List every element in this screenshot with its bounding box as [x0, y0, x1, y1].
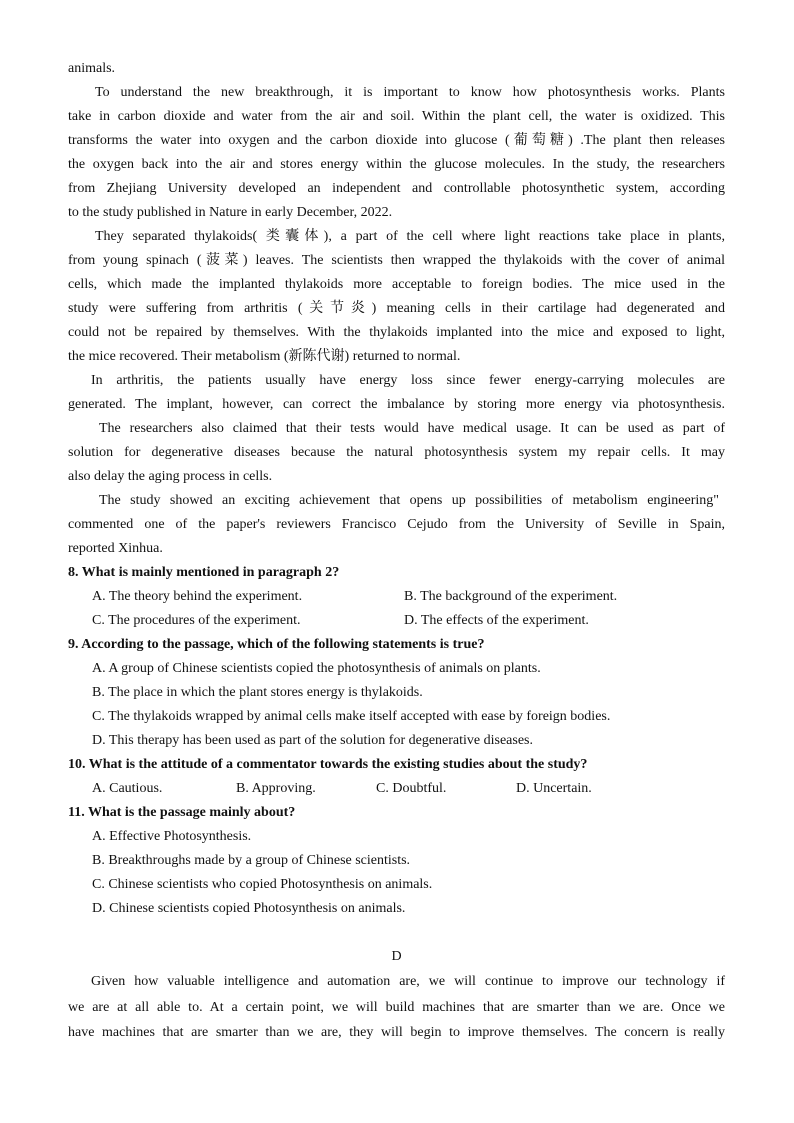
- passage-line: to the study published in Nature in early December, 2022.: [68, 205, 393, 220]
- option-a[interactable]: A. A group of Chinese scientists copied the photosynthesis of animals on plants.: [92, 661, 541, 676]
- question-stem: 9. According to the passage, which of the following statements is true?: [68, 637, 485, 652]
- passage-line: have machines that are smarter than we are, they will begin to improve themselves. The concern is really: [68, 1025, 725, 1040]
- option-c[interactable]: C. The thylakoids wrapped by animal cells make itself accepted with ease by foreign bodies.: [92, 709, 611, 724]
- option-c[interactable]: C. Chinese scientists who copied Photosynthesis on animals.: [92, 877, 433, 892]
- passage-line: reported Xinhua.: [68, 541, 163, 556]
- passage-line: could not be repaired by themselves. With the thylakoids implanted into the mice and exposed to light,: [68, 325, 725, 340]
- passage-line: Given how valuable intelligence and automation are, we will continue to improve our technology if: [91, 974, 725, 989]
- option-b[interactable]: B. The place in which the plant stores energy is thylakoids.: [92, 685, 423, 700]
- passage-line: solution for degenerative diseases because the natural photosynthesis system my repair cells. It may: [68, 445, 725, 460]
- option-c[interactable]: C. The procedures of the experiment.: [92, 613, 301, 628]
- passage-line: the oxygen back into the air and stores energy within the glucose molecules. In the study, the researchers: [68, 157, 725, 172]
- passage-line: study were suffering from arthritis (关节炎) meaning cells in their cartilage had degenerated and: [68, 301, 725, 316]
- option-c[interactable]: C. Doubtful.: [376, 781, 447, 796]
- passage-line: take in carbon dioxide and water from the air and soil. Within the plant cell, the water is oxidized. This: [68, 109, 725, 124]
- passage-line: from Zhejiang University developed an independent and controllable photosynthetic system, according: [68, 181, 725, 196]
- option-a[interactable]: A. Effective Photosynthesis.: [92, 829, 252, 844]
- passage-line: To understand the new breakthrough, it is important to know how photosynthesis works. Plants: [95, 85, 725, 100]
- passage-line: cells, which made the implanted thylakoids more acceptable to foreign bodies. The mice used in the: [68, 277, 725, 292]
- option-a[interactable]: A. The theory behind the experiment.: [92, 589, 303, 604]
- passage-line: They separated thylakoids( 类囊体), a part of the cell where light reactions take place in plants,: [95, 229, 725, 244]
- question-stem: 8. What is mainly mentioned in paragraph 2?: [68, 565, 340, 580]
- option-d[interactable]: D. Chinese scientists copied Photosynthesis on animals.: [92, 901, 406, 916]
- question-stem: 11. What is the passage mainly about?: [68, 805, 296, 820]
- passage-line: commented one of the paper's reviewers Francisco Cejudo from the University of Seville in Spain,: [68, 517, 725, 532]
- option-d[interactable]: D. This therapy has been used as part of the solution for degenerative diseases.: [92, 733, 533, 748]
- question-stem: 10. What is the attitude of a commentator towards the existing studies about the study?: [68, 757, 588, 772]
- passage-line: we are at all able to. At a certain point, we will build machines that are smarter than we are. Once we: [68, 1000, 725, 1015]
- section-heading: D: [391, 949, 402, 964]
- passage-line: the mice recovered. Their metabolism (新陈代谢) returned to normal.: [68, 349, 461, 364]
- option-d[interactable]: D. The effects of the experiment.: [404, 613, 589, 628]
- passage-line: also delay the aging process in cells.: [68, 469, 273, 484]
- passage-line: In arthritis, the patients usually have energy loss since fewer energy-carrying molecules are: [91, 373, 725, 388]
- passage-line: The researchers also claimed that their tests would have medical usage. It can be used as part of: [99, 421, 725, 436]
- option-b[interactable]: B. The background of the experiment.: [404, 589, 618, 604]
- passage-line: from young spinach (菠菜) leaves. The scientists then wrapped the thylakoids with the cover of animal: [68, 253, 725, 268]
- passage-line: animals.: [68, 61, 116, 76]
- option-d[interactable]: D. Uncertain.: [516, 781, 592, 796]
- passage-line: generated. The implant, however, can correct the imbalance by storing more energy via photosynthesis.: [68, 397, 725, 412]
- option-a[interactable]: A. Cautious.: [92, 781, 163, 796]
- passage-line: The study showed an exciting achievement that opens up possibilities of metabolism engineering": [99, 493, 719, 508]
- option-b[interactable]: B. Approving.: [236, 781, 316, 796]
- option-b[interactable]: B. Breakthroughs made by a group of Chinese scientists.: [92, 853, 411, 868]
- passage-line: transforms the water into oxygen and the carbon dioxide into glucose (葡萄糖) .The plant then releases: [68, 133, 725, 148]
